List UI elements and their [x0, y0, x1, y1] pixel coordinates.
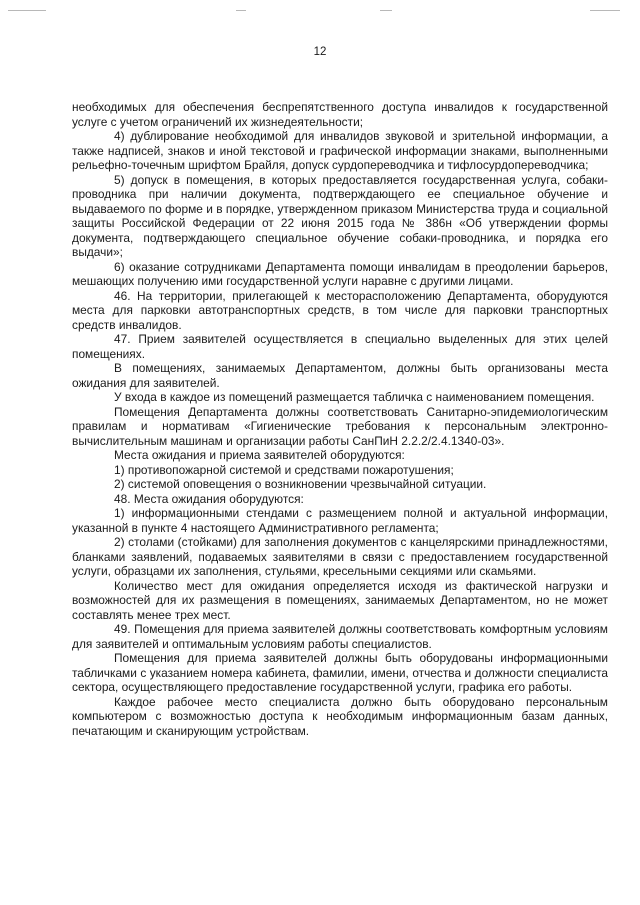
- scan-artifact: [380, 10, 392, 11]
- paragraph: У входа в каждое из помещений размещается табличка с наименованием помещения.: [114, 390, 595, 404]
- paragraph: необходимых для обеспечения беспрепятственного доступа инвалидов к государственной услуге с учетом ограничений их жизнедеятельности;: [72, 100, 608, 129]
- paragraph: Количество мест для ожидания определяется исходя из фактической нагрузки и возможностей для их размещения в помещениях, занимаемых Департаментом, но не может составлять менее трех мест.: [72, 578, 608, 622]
- paragraph: 48. Места ожидания оборудуются:: [114, 491, 304, 506]
- scan-artifact: [590, 10, 620, 11]
- paragraph: Помещения Департамента должны соответствовать Санитарно-эпидемиологическим правилам и нормативам «Гигиенические требования к персональным электронно-вычислительным машинам и организации работы СанПиН 2.2.2/2.4.1340-03».: [72, 404, 608, 448]
- page-number: 12: [313, 46, 327, 58]
- paragraph: Помещения для приема заявителей должны быть оборудованы информационными табличками с указанием номера кабинета, фамилии, имени, отчества и должности специалиста сектора, осуществляющего предоставление государственной услуги, графика его работы.: [72, 651, 608, 694]
- paragraph: 2) столами (стойками) для заполнения документов с канцелярскими принадлежностями, бланками заявлений, подаваемых заявителями в связи с предоставлением государственной услуги, образцами их заполнения, стульями, кресельными секциями или скамьями.: [72, 535, 608, 578]
- paragraph: 47. Прием заявителей осуществляется в специально выделенных для этих целей помещениях.: [72, 332, 608, 361]
- scan-artifact: [236, 10, 246, 11]
- paragraph: 2) системой оповещения о возникновении чрезвычайной ситуации.: [114, 477, 487, 491]
- paragraph: Места ожидания и приема заявителей оборудуются:: [114, 448, 405, 462]
- scan-artifact: [8, 10, 46, 11]
- paragraph: 49. Помещения для приема заявителей должны соответствовать комфортным условиям для заявителей и оптимальным условиям работы специалистов.: [72, 622, 608, 651]
- paragraph: 5) допуск в помещения, в которых предоставляется государственная услуга, собаки-проводника при наличии документа, подтверждающего ее специальное обучение и выдаваемого по форме и в порядке, утвержденном приказом Министерства труда и социальной защиты Российской Федерации от 22 июня 2015 года № 386н «Об утверждении формы документа, подтверждающего специальное обучение собаки-проводника, и порядка его выдачи»;: [72, 172, 608, 259]
- paragraph: 1) противопожарной системой и средствами пожаротушения;: [114, 462, 454, 477]
- paragraph: 46. На территории, прилегающей к месторасположению Департамента, оборудуются места для парковки автотранспортных средств, в том числе для парковки транспортных средств инвалидов.: [72, 288, 608, 332]
- document-body: [72, 100, 608, 738]
- paragraph: 4) дублирование необходимой для инвалидов звуковой и зрительной информации, а также надписей, знаков и иной текстовой и графической информации знаками, выполненными рельефно-точечным шрифтом Брайля, допуск сурдопереводчика и тифлосурдопереводчика;: [72, 129, 608, 172]
- paragraph: 1) информационными стендами с размещением полной и актуальной информации, указанной в пункте 4 настоящего Административного регламента;: [72, 506, 608, 535]
- paragraph: В помещениях, занимаемых Департаментом, должны быть организованы места ожидания для заявителей.: [72, 361, 608, 390]
- paragraph: 6) оказание сотрудниками Департамента помощи инвалидам в преодолении барьеров, мешающих получению ими государственной услуги наравне с другими лицами.: [72, 259, 608, 288]
- paragraph: Каждое рабочее место специалиста должно быть оборудовано персональным компьютером с возможностью доступа к необходимым информационным базам данных, печатающим и сканирующим устройствам.: [72, 694, 608, 738]
